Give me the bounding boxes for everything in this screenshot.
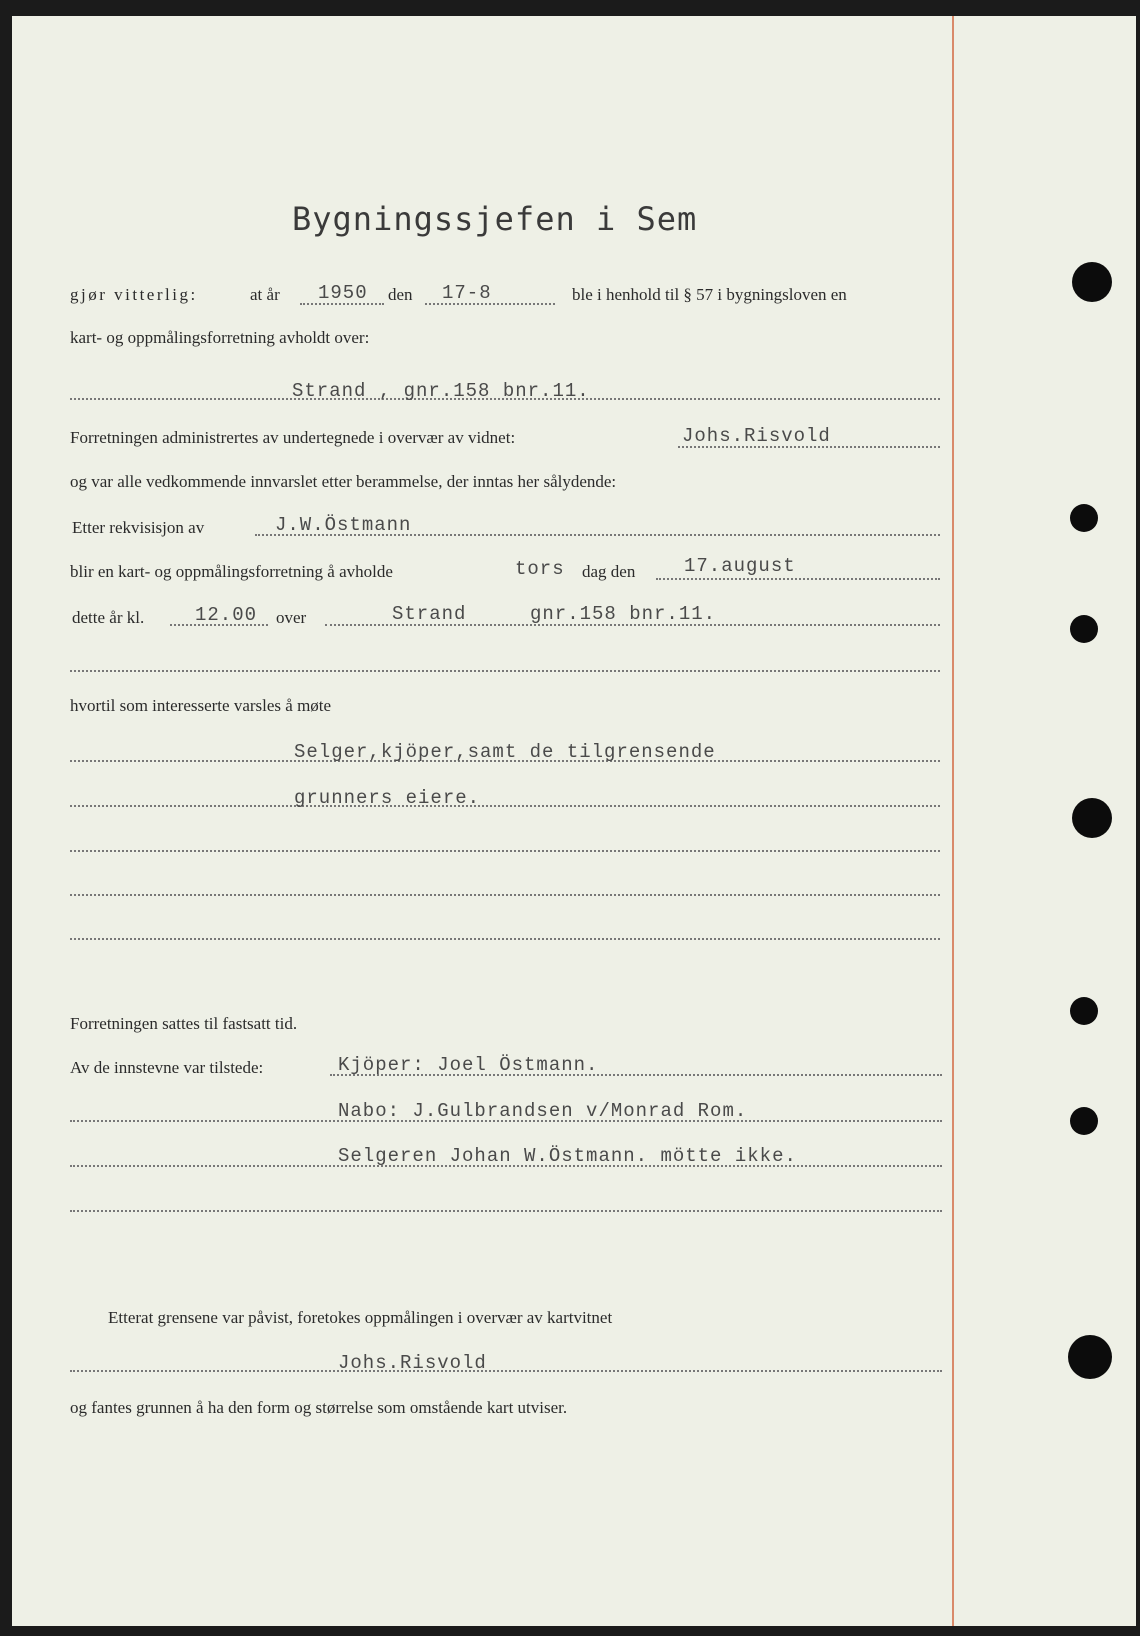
requisition-name: J.W.Östmann	[275, 514, 412, 536]
page-title: Bygningssjefen i Sem	[292, 200, 698, 238]
invite-label: hvortil som interesserte varsles å møte	[70, 696, 332, 715]
present-entry: Kjöper: Joel Östmann.	[338, 1054, 599, 1076]
year-label: at år	[250, 285, 280, 304]
punch-hole	[1070, 1107, 1098, 1135]
punch-hole	[1072, 262, 1112, 302]
punch-hole	[1070, 504, 1098, 532]
meeting-weekday: tors	[515, 558, 565, 580]
time-value: 12.00	[195, 604, 258, 626]
meeting-label: blir en kart- og oppmålingsforretning å avholde	[70, 562, 393, 581]
survey-closing: og fantes grunnen å ha den form og størrelse som omstående kart utviser.	[70, 1398, 568, 1417]
notice-line: og var alle vedkommende innvarslet etter berammelse, der inntas her sålydende:	[70, 472, 617, 491]
margin-rule	[952, 16, 954, 1626]
survey-witness: Johs.Risvold	[338, 1352, 487, 1374]
time-gnr: gnr.158 bnr.11.	[530, 603, 717, 625]
punch-hole	[1068, 1335, 1112, 1379]
present-entry: Selgeren Johan W.Östmann. mötte ikke.	[338, 1145, 797, 1167]
invitee-line-2: grunners eiere.	[294, 787, 481, 809]
intro-suffix: ble i henhold til § 57 i bygningsloven en	[572, 285, 847, 304]
meeting-date: 17.august	[684, 555, 796, 577]
witness-label: Forretningen administrertes av undertegnede i overvær av vidnet:	[70, 428, 516, 447]
survey-line: Etterat grensene var påvist, foretokes oppmålingen i overvær av kartvitnet	[108, 1308, 613, 1327]
requisition-label: Etter rekvisisjon av	[72, 518, 205, 537]
intro-prefix: gjør vitterlig:	[70, 285, 198, 304]
date-value: 17-8	[442, 282, 492, 304]
punch-hole	[1070, 615, 1098, 643]
year-value: 1950	[318, 282, 368, 304]
punch-hole	[1070, 997, 1098, 1025]
witness-name: Johs.Risvold	[682, 425, 831, 447]
date-label: den	[388, 285, 413, 304]
property-value: Strand , gnr.158 bnr.11.	[292, 380, 590, 402]
punch-hole	[1072, 798, 1112, 838]
over-label: over	[276, 608, 307, 627]
invitee-line-1: Selger,kjöper,samt de tilgrensende	[294, 741, 716, 763]
present-entry: Nabo: J.Gulbrandsen v/Monrad Rom.	[338, 1100, 748, 1122]
time-label: dette år kl.	[72, 608, 145, 627]
present-label: Av de innstevne var tilstede:	[70, 1058, 264, 1077]
held-line: Forretningen sattes til fastsatt tid.	[70, 1014, 298, 1033]
time-place: Strand	[392, 603, 467, 625]
meeting-day-label: dag den	[582, 562, 636, 581]
document-page	[12, 16, 1136, 1626]
intro-line2: kart- og oppmålingsforretning avholdt over:	[70, 328, 370, 347]
